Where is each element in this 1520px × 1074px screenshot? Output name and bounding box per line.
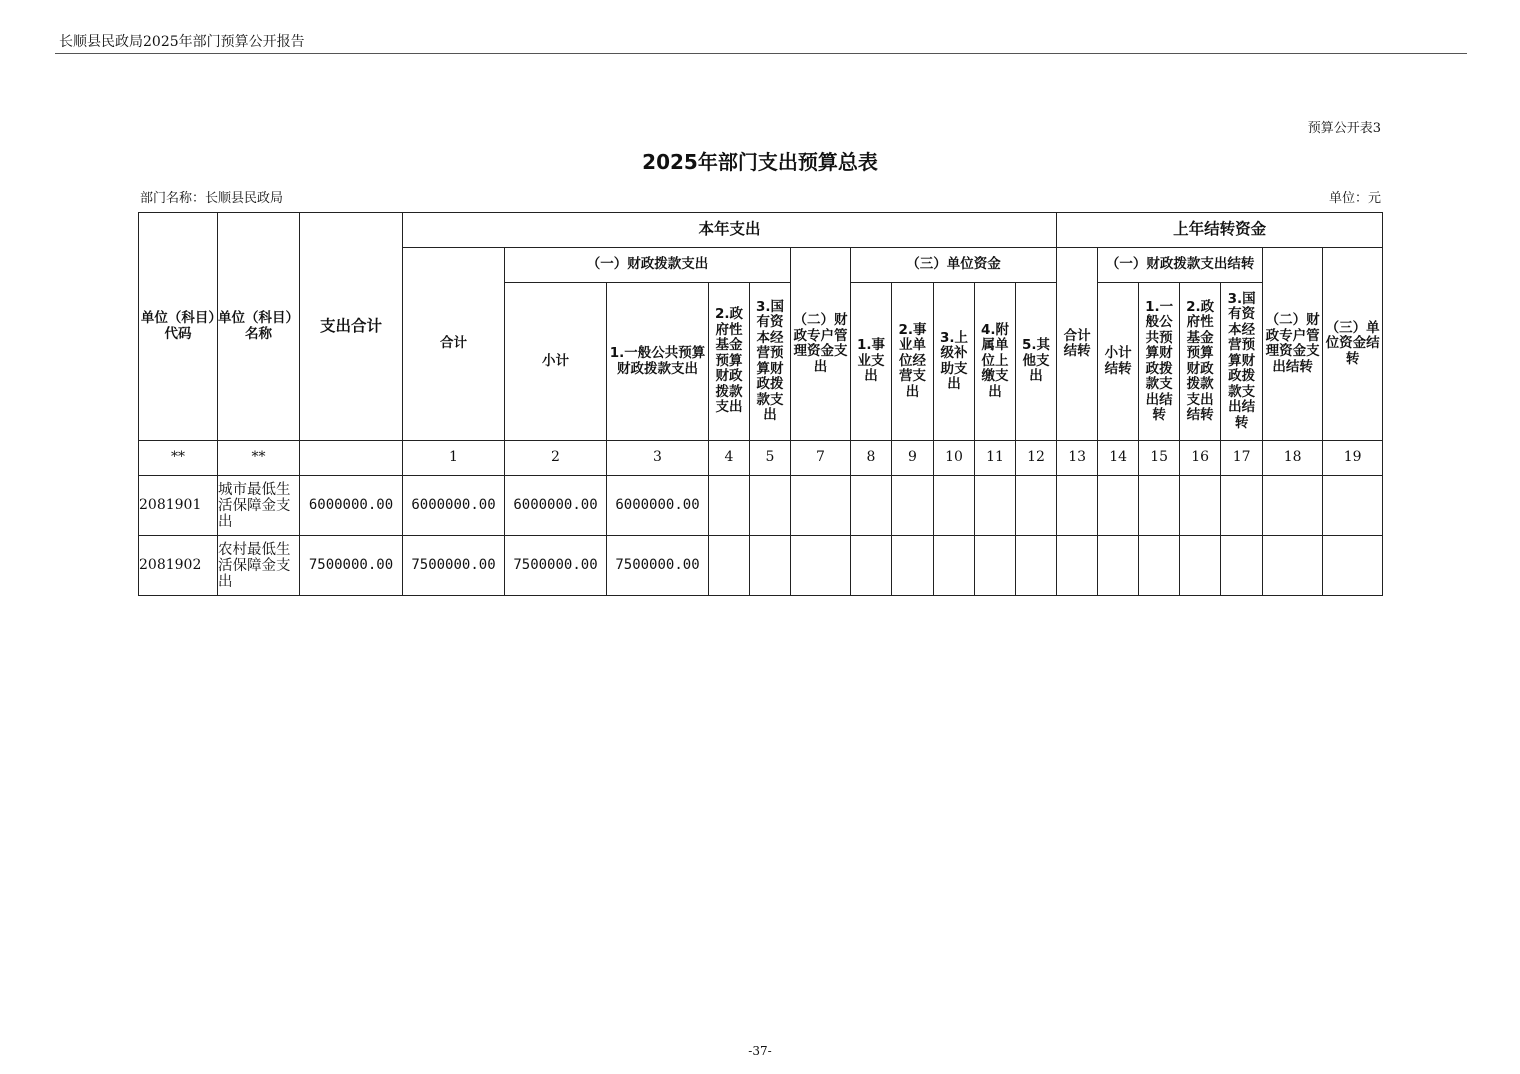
cell-code: 2081902 xyxy=(139,536,218,596)
cell-empty xyxy=(975,476,1016,536)
form-number: 预算公开表3 xyxy=(1307,121,1381,136)
cell-subtotal: 6000000.00 xyxy=(505,476,607,536)
column-number: 7 xyxy=(791,441,851,476)
cell-sum: 7500000.00 xyxy=(403,536,505,596)
column-number: 14 xyxy=(1098,441,1139,476)
cell-empty xyxy=(1221,536,1263,596)
column-number: 16 xyxy=(1180,441,1221,476)
column-number: ** xyxy=(218,441,300,476)
cell-empty xyxy=(1221,476,1263,536)
cell-empty xyxy=(851,476,892,536)
document-header-title: 长顺县民政局2025年部门预算公开报告 xyxy=(59,34,305,50)
subgroup-header-fiscal-carry: （一）财政拨款支出结转 xyxy=(1098,248,1263,283)
subgroup-header-unit-funds: （三）单位资金 xyxy=(851,248,1057,283)
cell-total: 6000000.00 xyxy=(300,476,403,536)
cell-empty xyxy=(1263,536,1323,596)
column-number-row xyxy=(139,441,1383,476)
column-number: ** xyxy=(139,441,218,476)
column-number: 4 xyxy=(709,441,750,476)
cell-empty xyxy=(1057,536,1098,596)
col-header-sum: 合计 xyxy=(403,248,505,441)
cell-empty xyxy=(1098,476,1139,536)
cell-empty xyxy=(1180,536,1221,596)
cell-empty xyxy=(791,536,851,596)
cell-total: 7500000.00 xyxy=(300,536,403,596)
cell-empty xyxy=(892,476,934,536)
cell-sum: 6000000.00 xyxy=(403,476,505,536)
budget-expenditure-table xyxy=(138,212,1383,596)
column-number: 10 xyxy=(934,441,975,476)
col-header-carry-sum: 合计结转 xyxy=(1057,248,1098,441)
column-number: 17 xyxy=(1221,441,1263,476)
col-header-subtotal-carry: 小计结转 xyxy=(1098,283,1139,441)
page-title: 2025年部门支出预算总表 xyxy=(642,150,878,174)
cell-empty xyxy=(709,476,750,536)
col-header-name: 单位（科目）名称 xyxy=(218,213,300,441)
column-number: 18 xyxy=(1263,441,1323,476)
col-header-general-budget: 1.一般公共预算财政拨款支出 xyxy=(607,283,709,441)
cell-empty xyxy=(1180,476,1221,536)
cell-subtotal: 7500000.00 xyxy=(505,536,607,596)
cell-empty xyxy=(750,536,791,596)
col-header-unit-funds-carry: （三）单位资金结转 xyxy=(1323,248,1383,441)
page-number: -37- xyxy=(748,1044,772,1058)
column-number: 2 xyxy=(505,441,607,476)
column-number xyxy=(300,441,403,476)
group-header-current-year: 本年支出 xyxy=(403,213,1057,248)
cell-empty xyxy=(709,536,750,596)
header-rule xyxy=(55,53,1467,54)
table-row xyxy=(139,476,1383,536)
col-header-public-service: 1.事业支出 xyxy=(851,283,892,441)
cell-empty xyxy=(975,536,1016,596)
cell-empty xyxy=(934,476,975,536)
subgroup-header-fiscal: （一）财政拨款支出 xyxy=(505,248,791,283)
column-number: 5 xyxy=(750,441,791,476)
cell-empty xyxy=(791,476,851,536)
col-header-general-budget-carry: 1.一般公共预算财政拨款支出结转 xyxy=(1139,283,1180,441)
table-row xyxy=(139,536,1383,596)
col-header-state-capital-carry: 3.国有资本经营预算财政拨款支出结转 xyxy=(1221,283,1263,441)
cell-empty xyxy=(934,536,975,596)
col-header-code: 单位（科目）代码 xyxy=(139,213,218,441)
col-header-special-account: （二）财政专户管理资金支出 xyxy=(791,248,851,441)
cell-empty xyxy=(1016,476,1057,536)
col-header-state-capital: 3.国有资本经营预算财政拨款支出 xyxy=(750,283,791,441)
cell-empty xyxy=(892,536,934,596)
cell-empty xyxy=(1098,536,1139,596)
col-header-superior-subsidy: 3.上级补助支出 xyxy=(934,283,975,441)
column-number: 15 xyxy=(1139,441,1180,476)
column-number: 11 xyxy=(975,441,1016,476)
col-header-total: 支出合计 xyxy=(300,213,403,441)
col-header-special-account-carry: （二）财政专户管理资金支出结转 xyxy=(1263,248,1323,441)
col-header-gov-fund-carry: 2.政府性基金预算财政拨款支出结转 xyxy=(1180,283,1221,441)
cell-empty xyxy=(1139,476,1180,536)
cell-empty xyxy=(1016,536,1057,596)
cell-empty xyxy=(1263,476,1323,536)
column-number: 19 xyxy=(1323,441,1383,476)
col-header-subtotal: 小计 xyxy=(505,283,607,441)
cell-empty xyxy=(1323,476,1383,536)
cell-name: 农村最低生活保障金支出 xyxy=(218,536,300,596)
currency-unit: 单位：元 xyxy=(1328,191,1381,206)
col-header-business-operation: 2.事业单位经营支出 xyxy=(892,283,934,441)
column-number: 9 xyxy=(892,441,934,476)
column-number: 12 xyxy=(1016,441,1057,476)
cell-general-budget: 6000000.00 xyxy=(607,476,709,536)
cell-empty xyxy=(1139,536,1180,596)
column-number: 3 xyxy=(607,441,709,476)
col-header-other-expense: 5.其他支出 xyxy=(1016,283,1057,441)
cell-empty xyxy=(750,476,791,536)
column-number: 13 xyxy=(1057,441,1098,476)
cell-empty xyxy=(1057,476,1098,536)
cell-code: 2081901 xyxy=(139,476,218,536)
column-number: 8 xyxy=(851,441,892,476)
col-header-affiliated-remit: 4.附属单位上缴支出 xyxy=(975,283,1016,441)
cell-general-budget: 7500000.00 xyxy=(607,536,709,596)
group-header-prior-year: 上年结转资金 xyxy=(1057,213,1383,248)
cell-empty xyxy=(851,536,892,596)
department-name: 部门名称：长顺县民政局 xyxy=(140,191,284,206)
cell-name: 城市最低生活保障金支出 xyxy=(218,476,300,536)
cell-empty xyxy=(1323,536,1383,596)
column-number: 1 xyxy=(403,441,505,476)
col-header-gov-fund: 2.政府性基金预算财政拨款支出 xyxy=(709,283,750,441)
